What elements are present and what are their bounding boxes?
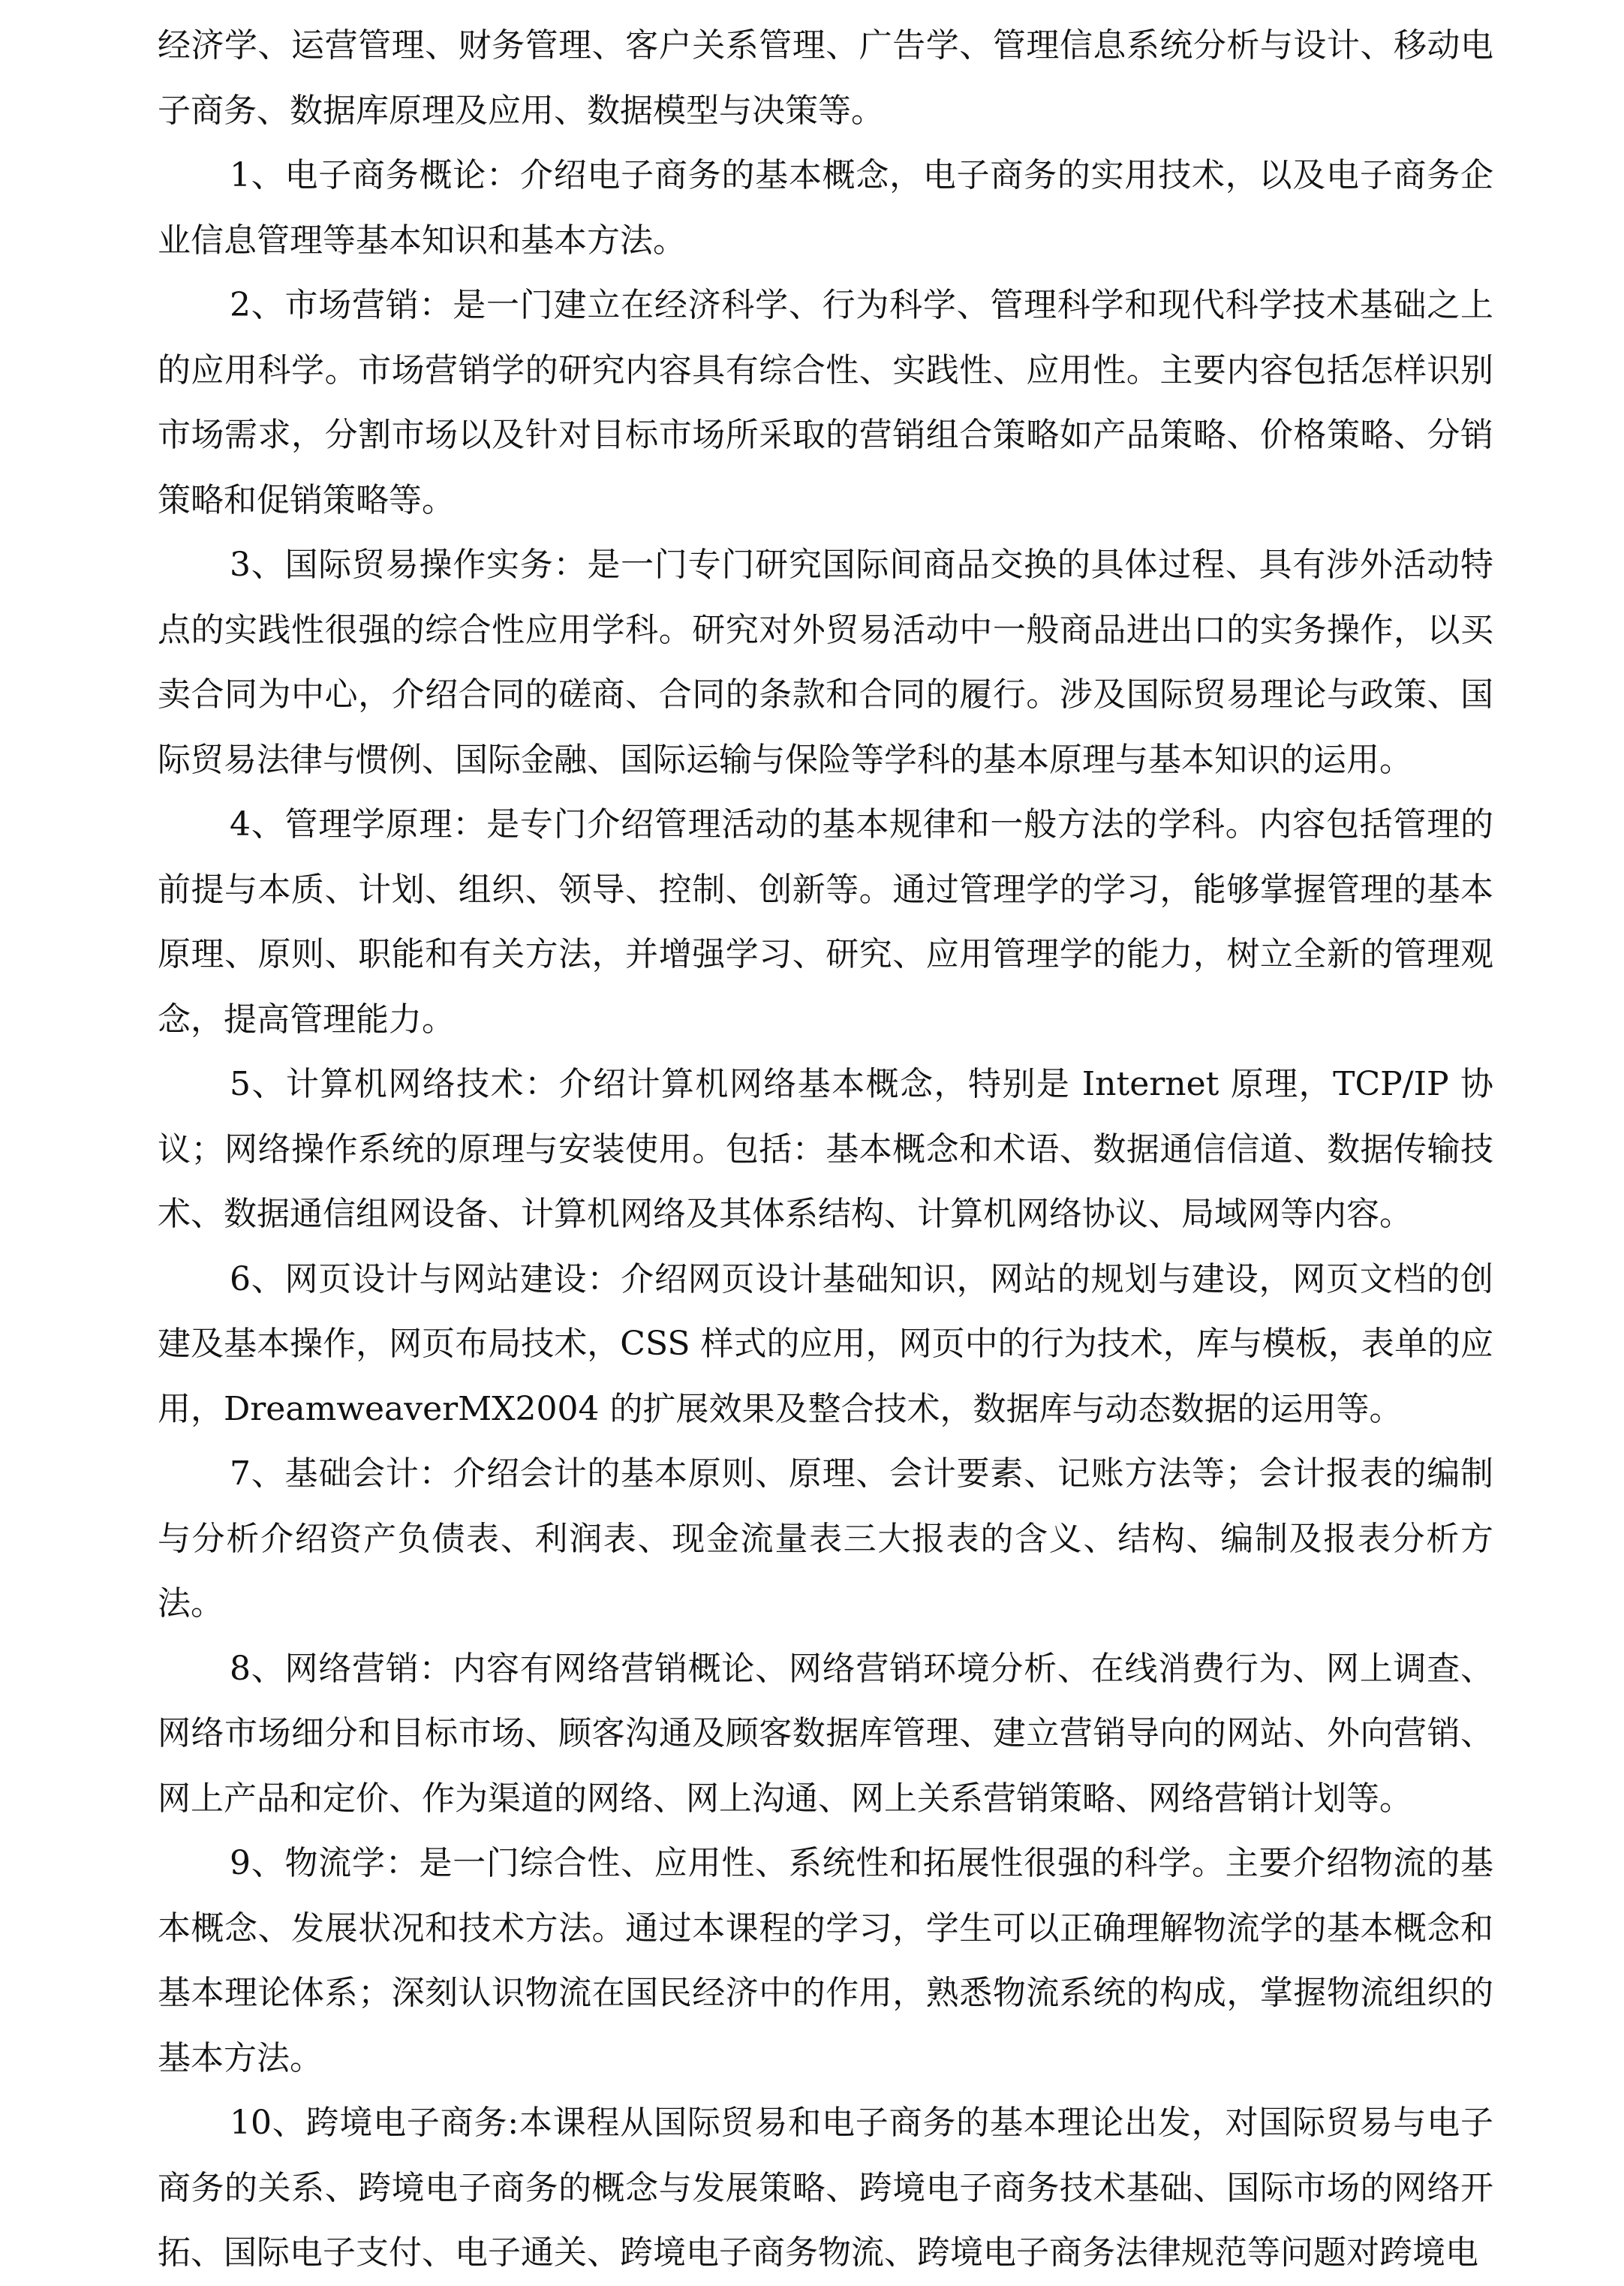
course-description-5: 介绍计算机网络基本概念，特别是 Internet 原理，TCP/IP 协议；网络操作系统的原理与安装使用。包括：基本概念和术语、数据通信信道、数据传输技术、数据通信组网设备、计算机网络及其体系结构、计算机网络协议、局域网等内容。 (158, 1065, 1494, 1233)
intro-paragraph: 经济学、运营管理、财务管理、客户关系管理、广告学、管理信息系统分析与设计、移动电子商务、数据库原理及应用、数据模型与决策等。 (158, 26, 1493, 130)
course-paragraph-8 (158, 1637, 1493, 1832)
course-description-4: 是专门介绍管理活动的基本规律和一般方法的学科。内容包括管理的前提与本质、计划、组织、领导、控制、创新等。通过管理学的学习，能够掌握管理的基本原理、原则、职能和有关方法，并增强学习、研究、应用管理学的能力，树立全新的管理观念，提高管理能力。 (158, 805, 1494, 1039)
course-description-2: 是一门建立在经济科学、行为科学、管理科学和现代科学技术基础之上的应用科学。市场营销学的研究内容具有综合性、实践性、应用性。主要内容包括怎样识别市场需求，分割市场以及针对目标市场所采取的营销组合策略如产品策略、价格策略、分销策略和促销策略等。 (158, 286, 1493, 519)
course-paragraph-5 (158, 1052, 1493, 1247)
course-paragraph-1 (158, 143, 1493, 273)
course-description-7: 介绍会计的基本原则、原理、会计要素、记账方法等；会计报表的编制与分析介绍资产负债表、利润表、现金流量表三大报表的含义、结构、编制及报表分析方法。 (158, 1454, 1493, 1623)
course-description-3: 是一门专门研究国际间商品交换的具体过程、具有涉外活动特点的实践性很强的综合性应用学科。研究对外贸易活动中一般商品进出口的实务操作，以买卖合同为中心，介绍合同的磋商、合同的条款和合同的履行。涉及国际贸易理论与政策、国际贸易法律与惯例、国际金融、国际运输与保险等学科的基本原理与基本知识的运用。 (158, 546, 1494, 779)
course-description-10: 本课程从国际贸易和电子商务的基本理论出发，对国际贸易与电子商务的关系、跨境电子商务的概念与发展策略、跨境电子商务技术基础、国际市场的网络开拓、国际电子支付、电子通关、跨境电子商务物流、跨境电子商务法律规范等问题对跨境电 (158, 2104, 1493, 2272)
course-paragraph-10 (158, 2091, 1493, 2286)
document-body (158, 14, 1493, 2286)
course-heading-7: 7、基础会计： (230, 1454, 453, 1493)
course-description-9: 是一门综合性、应用性、系统性和拓展性很强的科学。主要介绍物流的基本概念、发展状况和技术方法。通过本课程的学习，学生可以正确理解物流学的基本概念和基本理论体系；深刻认识物流在国民经济中的作用，熟悉物流系统的构成，掌握物流组织的基本方法。 (158, 1844, 1494, 2077)
course-heading-2: 2、市场营销： (230, 286, 453, 324)
course-heading-8: 8、网络营销： (230, 1649, 453, 1688)
course-paragraph-2 (158, 273, 1493, 533)
course-description-1: 介绍电子商务的基本概念，电子商务的实用技术，以及电子商务企业信息管理等基本知识和基本方法。 (158, 156, 1493, 260)
course-heading-10: 10、跨境电子商务: (230, 2104, 519, 2142)
course-paragraph-4 (158, 793, 1493, 1052)
course-paragraph-9 (158, 1831, 1493, 2091)
course-heading-4: 4、管理学原理： (230, 805, 487, 844)
course-description-6: 介绍网页设计基础知识，网站的规划与建设，网页文档的创建及基本操作，网页布局技术，CSS 样式的应用，网页中的行为技术，库与模板，表单的应用，DreamweaverMX2004 的扩展效果及整合技术，数据库与动态数据的运用等。 (158, 1259, 1493, 1428)
course-heading-6: 6、网页设计与网站建设： (230, 1259, 621, 1298)
course-paragraph-6 (158, 1247, 1493, 1442)
course-paragraph-3 (158, 533, 1493, 793)
course-paragraph-7 (158, 1442, 1493, 1637)
course-heading-1: 1、电子商务概论： (230, 156, 520, 194)
course-heading-3: 3、国际贸易操作实务： (230, 546, 588, 584)
course-description-8: 内容有网络营销概论、网络营销环境分析、在线消费行为、网上调查、网络市场细分和目标市场、顾客沟通及顾客数据库管理、建立营销导向的网站、外向营销、网上产品和定价、作为渠道的网络、网上沟通、网上关系营销策略、网络营销计划等。 (158, 1649, 1493, 1818)
course-heading-5: 5、计算机网络技术： (230, 1065, 559, 1103)
course-heading-9: 9、物流学： (230, 1844, 420, 1882)
